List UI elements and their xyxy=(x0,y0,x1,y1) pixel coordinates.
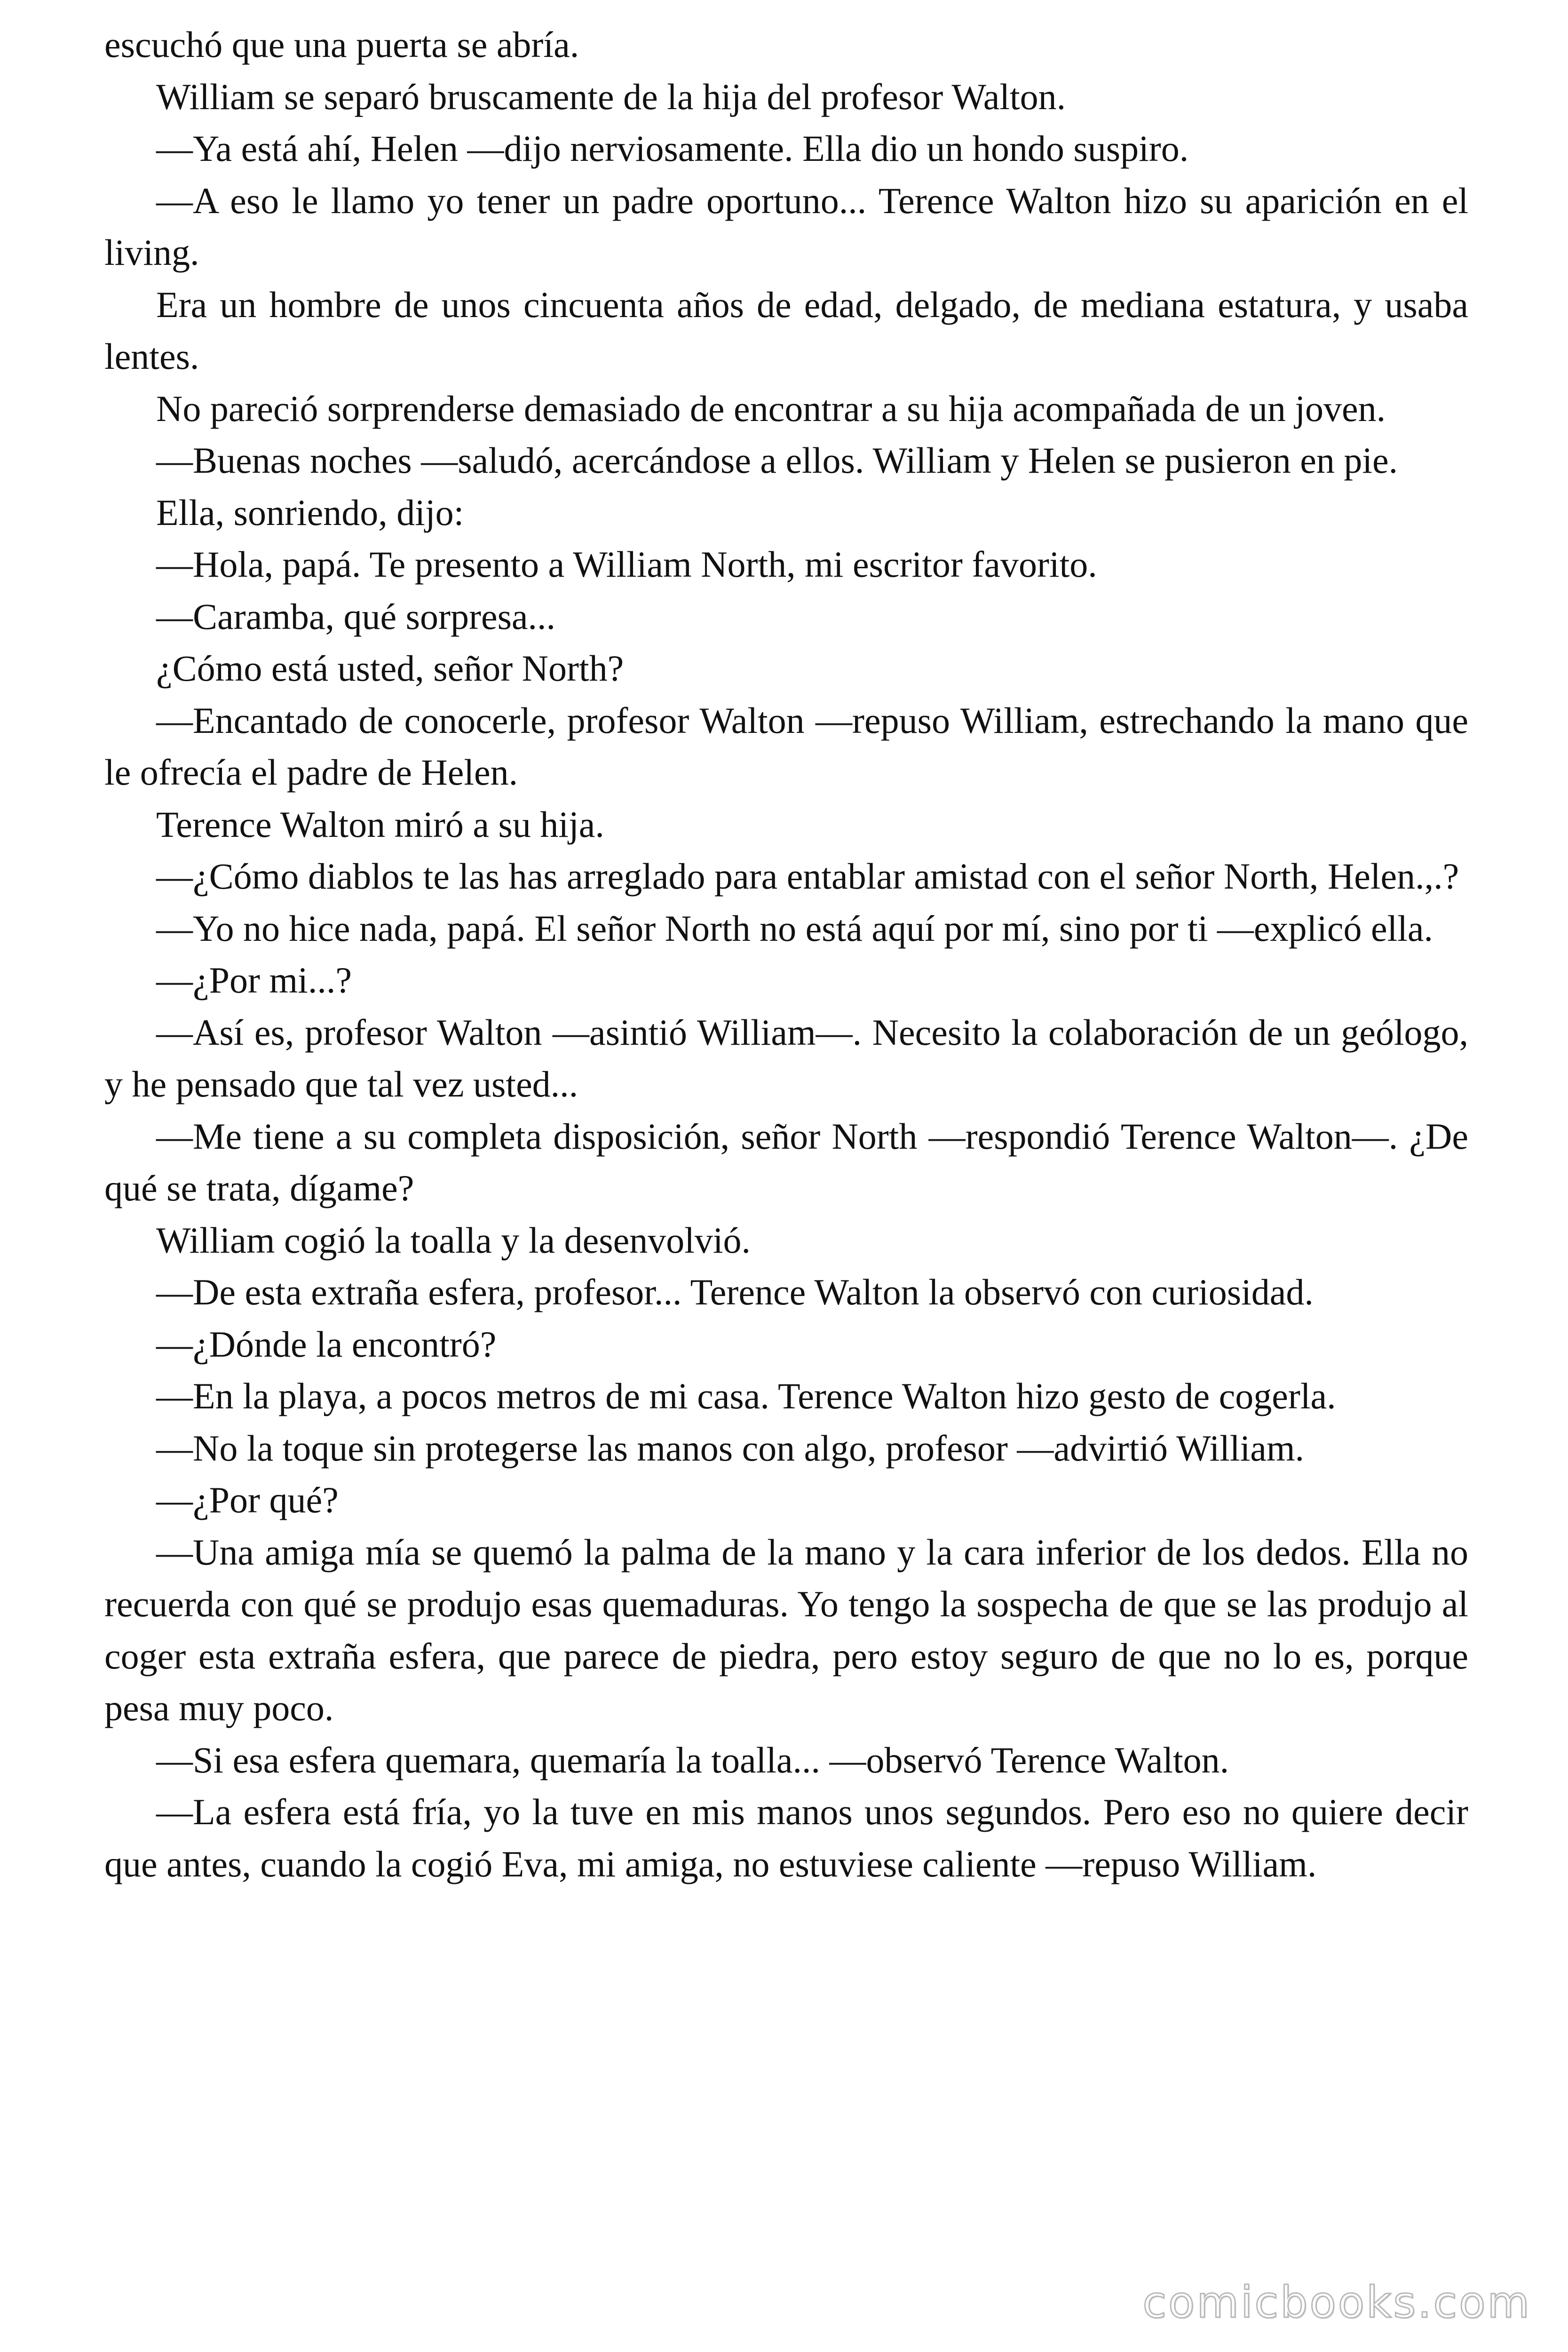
paragraph: —Caramba, qué sorpresa... xyxy=(156,596,556,637)
paragraph: —La esfera está fría, yo la tuve en mis manos unos segundos. Pero eso no quiere decir que antes, cuando la cogió Eva, mi amiga, no estuviese caliente —repuso William. xyxy=(104,1791,1468,1884)
paragraph: —Si esa esfera quemara, quemaría la toalla... —observó Terence Walton. xyxy=(156,1739,1229,1780)
paragraph: —Así es, profesor Walton —asintió William—. Necesito la colaboración de un geólogo, y he pensado que tal vez usted... xyxy=(104,1011,1468,1104)
paragraph: ¿Cómo está usted, señor North? xyxy=(156,648,624,689)
paragraph: —Ya está ahí, Helen —dijo nerviosamente. Ella dio un hondo suspiro. xyxy=(156,128,1189,169)
paragraph: No pareció sorprenderse demasiado de encontrar a su hija acompañada de un joven. xyxy=(156,388,1386,429)
paragraph: —Encantado de conocerle, profesor Walton —repuso William, estrechando la mano que le ofrecía el padre de Helen. xyxy=(104,699,1468,793)
paragraph: —En la playa, a pocos metros de mi casa. Terence Walton hizo gesto de cogerla. xyxy=(156,1375,1336,1416)
paragraph: —Yo no hice nada, papá. El señor North no está aquí por mí, sino por ti —explicó ella. xyxy=(156,907,1433,949)
paragraph: —A eso le llamo yo tener un padre oportuno... Terence Walton hizo su aparición en el living. xyxy=(104,180,1468,273)
paragraph: Terence Walton miró a su hija. xyxy=(156,803,604,845)
paragraph: William se separó bruscamente de la hija del profesor Walton. xyxy=(156,76,1066,117)
paragraph: —¿Por mi...? xyxy=(156,960,352,1001)
paragraph: —No la toque sin protegerse las manos con algo, profesor —advirtió William. xyxy=(156,1427,1305,1469)
page-text xyxy=(104,19,1468,1890)
paragraph: Era un hombre de unos cincuenta años de edad, delgado, de mediana estatura, y usaba lentes. xyxy=(104,284,1468,377)
paragraph: —Buenas noches —saludó, acercándose a ellos. William y Helen se pusieron en pie. xyxy=(156,440,1398,481)
paragraph: —¿Cómo diablos te las has arreglado para entablar amistad con el señor North, Helen.,.? xyxy=(156,856,1459,897)
paragraph: —¿Por qué? xyxy=(156,1479,339,1520)
paragraph: William cogió la toalla y la desenvolvió. xyxy=(156,1219,751,1261)
paragraph: Ella, sonriendo, dijo: xyxy=(156,492,464,533)
paragraph: escuchó que una puerta se abría. xyxy=(104,24,579,65)
paragraph: —Hola, papá. Te presento a William North, mi escritor favorito. xyxy=(156,544,1097,585)
paragraph: —¿Dónde la encontró? xyxy=(156,1323,497,1365)
paragraph: —Me tiene a su completa disposición, señor North —respondió Terence Walton—. ¿De qué se trata, dígame? xyxy=(104,1115,1468,1208)
paragraph: —De esta extraña esfera, profesor... Terence Walton la observó con curiosidad. xyxy=(156,1271,1314,1312)
watermark: comicbooks.com xyxy=(1142,2277,1531,2328)
paragraph: —Una amiga mía se quemó la palma de la mano y la cara inferior de los dedos. Ella no recuerda con qué se produjo esas quemaduras. Yo tengo la sospecha de que se las produjo al coger esta extraña esfera, que parece de piedra, pero estoy seguro de que no lo es, porque pesa muy poco. xyxy=(104,1531,1468,1728)
